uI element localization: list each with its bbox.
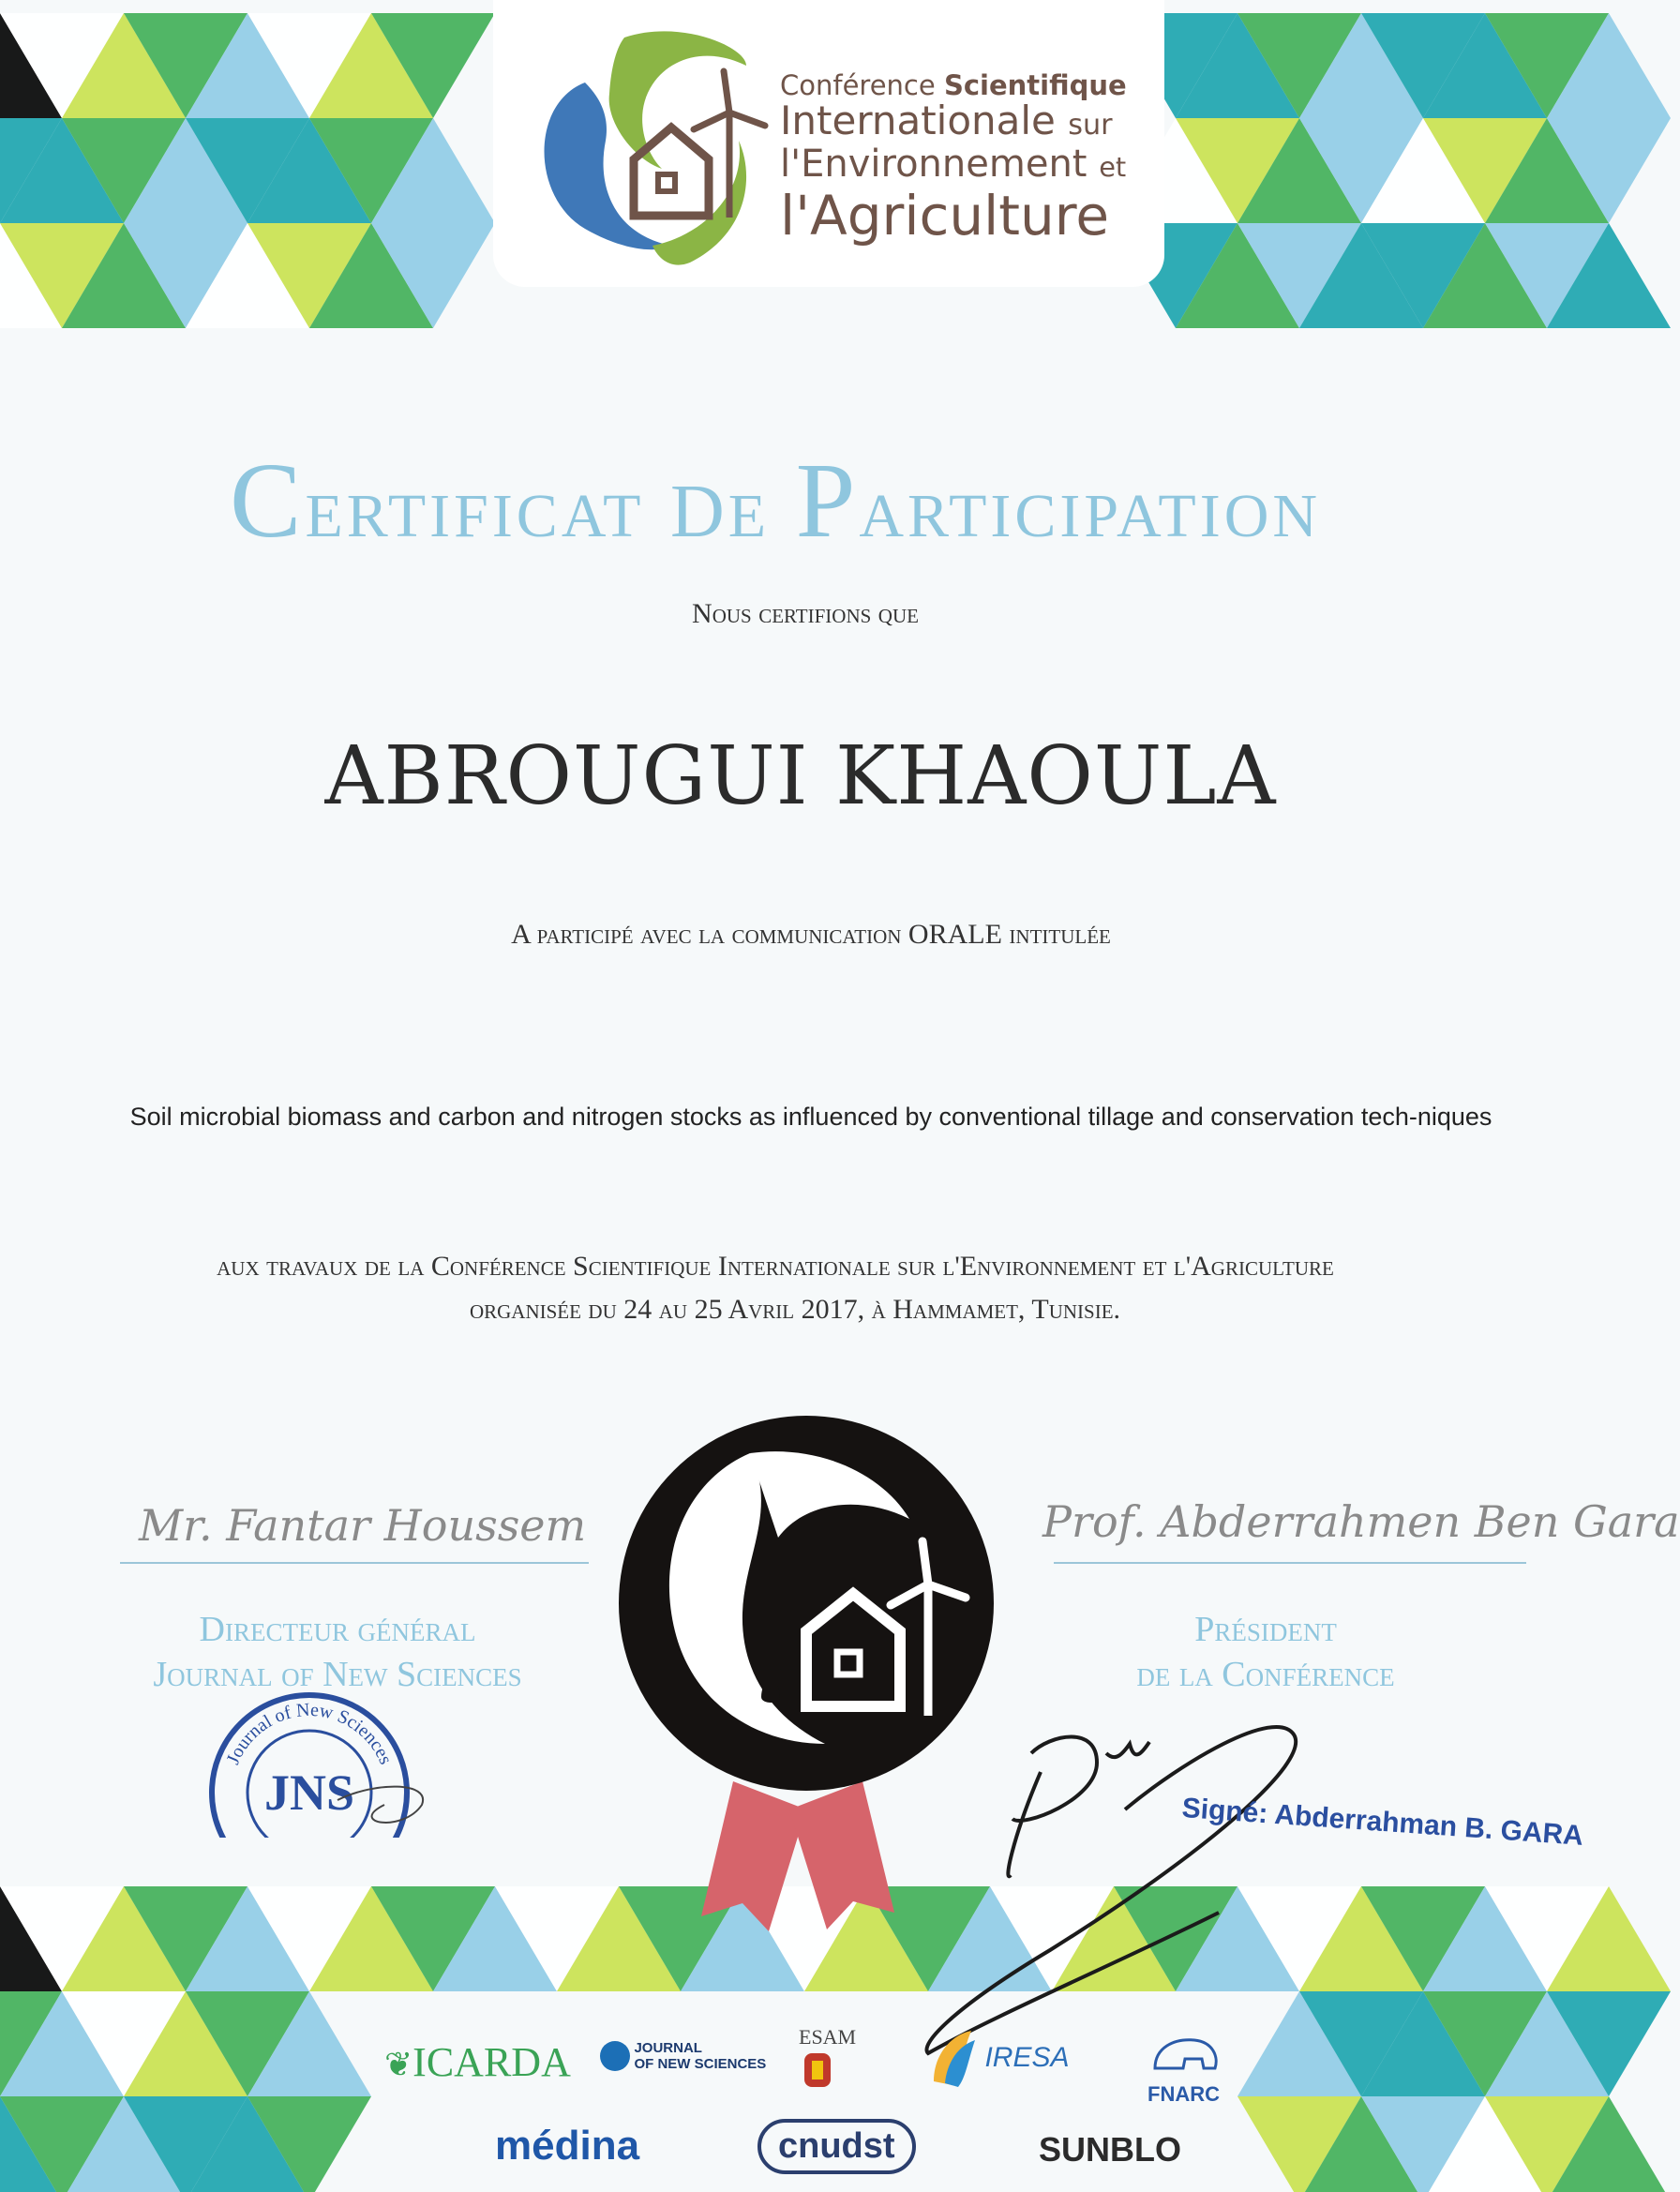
event-description: aux travaux de la Conférence Scientifique Internationale sur l'Environnement et l'Agriculture <box>217 1251 1334 1282</box>
jns-stamp-ring-top: Journal of New Sciences <box>222 1699 397 1768</box>
sponsor-jns-logo: JOURNAL OF NEW SCIENCES <box>600 2040 766 2072</box>
communication-title: Soil microbial biomass and carbon and nitrogen stocks as influenced by conventional tillage and conservation tech-niques <box>129 1103 1492 1131</box>
globe-icon <box>600 2041 630 2071</box>
certificate-title: Certificat de Participation <box>229 441 1322 560</box>
participation-line: A participé avec la communication ORALE intitulée <box>511 919 1111 950</box>
logo-line-2: Internationale sur <box>780 98 1113 143</box>
signed-by-stamp: Signé: Abderrahman B. GARA <box>1180 1793 1584 1852</box>
iresa-leaf-icon <box>924 2025 981 2091</box>
sponsor-iresa-logo: IRESA <box>924 2025 1069 2091</box>
sponsor-esam-logo: ESAM <box>799 2025 856 2098</box>
elephant-icon <box>1148 2031 1222 2078</box>
event-date-location: organisée du 24 au 25 Avril 2017, à Hammamet, Tunisie. <box>469 1294 1121 1325</box>
sponsor-medina-logo: médina <box>495 2123 640 2169</box>
logo-line-1: Conférence Scientifique <box>780 69 1127 101</box>
president-role-title: Président <box>1194 1610 1337 1649</box>
director-role-title: Directeur général <box>199 1610 476 1649</box>
logo-line-3: l'Environnement et <box>780 143 1127 186</box>
sponsor-sunblo-logo: SUNBLO <box>1039 2130 1181 2169</box>
sponsor-cnudst-logo: cnudst <box>758 2119 916 2174</box>
director-role-org: Journal of New Sciences <box>153 1655 522 1694</box>
esam-crest-icon <box>799 2049 836 2093</box>
wheat-icon: ❦ <box>384 2046 413 2083</box>
certify-intro: Nous certifions que <box>692 598 919 629</box>
sponsor-icarda-logo: ❦ICARDA <box>384 2039 571 2085</box>
sponsor-fnarc-logo: FNARC <box>1148 2031 1222 2107</box>
president-signature-name: Prof. Abderrahmen Ben Gara <box>1042 1496 1680 1547</box>
director-signature-name: Mr. Fantar Houssem <box>139 1500 587 1551</box>
recipient-name: ABROUGUI KHAOULA <box>324 729 1277 823</box>
logo-line-4: l'Agriculture <box>780 184 1110 248</box>
jns-stamp-center: JNS <box>263 1764 355 1821</box>
president-role-org: de la Conférence <box>1136 1655 1395 1694</box>
